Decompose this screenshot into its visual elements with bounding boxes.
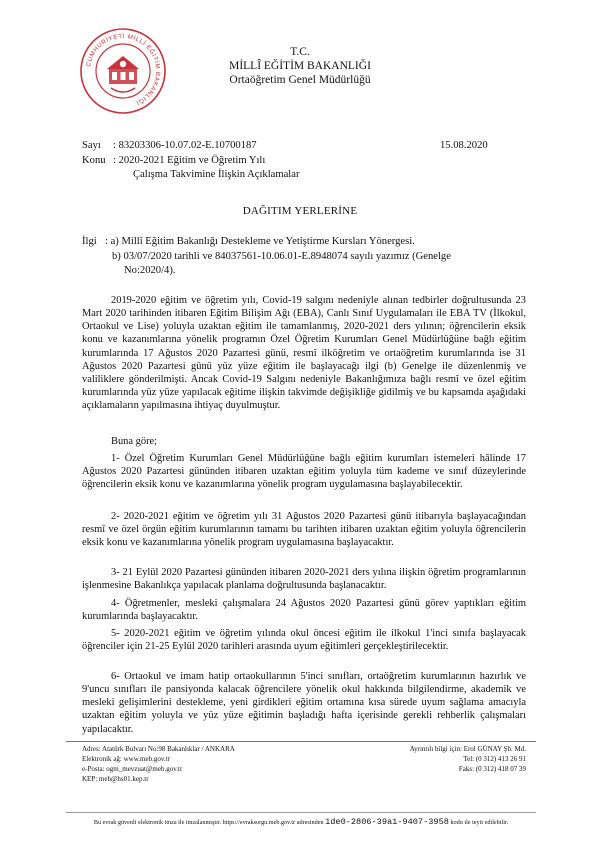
- verify-divider: [66, 812, 536, 813]
- list-item-6: 6- Ortaokul ve imam hatip ortaokullarının 5'inci sınıfları, ortaöğretim kurumlarının hazırlık ve 9'uncu sınıfları ile pansiyonda kalacak öğrencilere yönelik okul hakkında bilgilendirme, akademik ve mesleki gelişimlerini destekleme, yeni girdikleri eğitim ortamına kısa sürede uyum sağlama amacıyla uzaktan eğitim yoluyla ve yüz yüze eğitimin başladığı hafta içerisinde gerekli rehberlik çalışmaları yapılacaktır.: [82, 671, 526, 735]
- footer-email: e-Posta: ogm_mevzuat@meb.gov.tr: [82, 765, 183, 773]
- footer-tel: Tel: (0 312) 413 26 91: [463, 755, 526, 763]
- verification-note: [66, 817, 536, 827]
- footer-web: Elektronik ağ: www.meb.gov.tr: [82, 755, 170, 763]
- header-ministry: MİLLÎ EĞİTİM BAKANLIĞI: [229, 60, 371, 72]
- verify-code: 1de0-2806-39a1-9407-3958: [325, 817, 449, 827]
- list-item-1: 1- Özel Öğretim Kurumları Genel Müdürlüğüne bağlı eğitim kurumları istemeleri hâlinde 17 Ağustos 2020 Pazartesi gününden itibaren uzaktan eğitim yoluyla tüm kademe ve sınıf düzeylerinde öğrencilerin eksik konu ve kazanımlarına yönelik program uygulamasına başlayabilecektir.: [82, 453, 526, 491]
- ilgi-b-line-2: No:2020/4).: [124, 265, 176, 276]
- footer-kep: KEP: meb@hs01.kep.tr: [82, 775, 149, 783]
- document-date: 15.08.2020: [440, 140, 488, 151]
- header-tc: T.C.: [290, 46, 310, 58]
- konu-label: Konu: [82, 155, 106, 166]
- ilgi-a: : a) Millî Eğitim Bakanlığı Destekleme ve Yetiştirme Kursları Yönergesi.: [105, 236, 415, 247]
- footer-address: Adres: Atatürk Bulvarı No:98 Bakanlıklar / ANKARA: [82, 745, 235, 753]
- distribution-title: DAĞITIM YERLERİNE: [242, 205, 358, 217]
- verify-suffix: kodu ile teyit edilebilir.: [450, 819, 509, 826]
- sayi-label: Sayı: [82, 140, 101, 151]
- ilgi-label: İlgi: [82, 236, 97, 247]
- body-paragraph-intro: 2019-2020 eğitim ve öğretim yılı, Covid-19 salgını nedeniyle alınan tedbirler doğrultusunda 23 Mart 2020 tarihinden itibaren Eğitim Bilişim Ağı (EBA), Canlı Sınıf Uygulamaları ile EBA TV (İlkokul, Ortaokul ve Lise) yoluyla uzaktan eğitim ile tamamlanmış, 2020-2021 ders yılının; öğrencilerin eksik konu ve kazanımlarına yönelik programın Özel Öğretim Kurumları Genel Müdürlüğüne bağlı eğitim kurumlarında 17 Ağustos 2020 Pazartesi günü, resmî ilköğretim ve ortaöğretim kurumlarında ise 31 Ağustos 2020 Pazartesi günü yüz yüze eğitim ile başlayacağı ilgi (b) Genelge ile düzenlenmiş ve valiliklere gönderilmişti. Ancak Covid-19 Salgını nedeniyle Bakanlığımıza bağlı resmî ve özel eğitim kurumlarında yüz yüze yapılacak eğitime ilişkin takvimde değişikliğe gidilmiş ve bu kapsamda aşağıdaki açıklamaların yapılmasına ihtiyaç duyulmuştur.: [82, 295, 526, 412]
- footer-contact: Ayrıntılı bilgi için: Erol GÜNAY Şb. Md.: [409, 745, 526, 753]
- verify-prefix: Bu evrak güvenli elektronik imza ile imzalanmıştır. https://evraksorgu.meb.gov.tr adresinden: [93, 819, 324, 826]
- header-directorate: Ortaöğretim Genel Müdürlüğü: [229, 74, 371, 86]
- list-item-2: 2- 2020-2021 eğitim ve öğretim yılı 31 Ağustos 2020 Pazartesi günü itibarıyla başlayacağından resmî ve özel örgün eğitim kurumlarının tamamı bu tarihten itibaren uzaktan eğitim yoluyla öğrencilerin eksik konu ve kazanımlarına yönelik program uygulamasına başlayacaktır.: [82, 511, 526, 549]
- konu-line-2: Çalışma Takvimine İlişkin Açıklamalar: [133, 169, 300, 180]
- svg-text:CUMHURİYETİ MİLLÎ EĞİTİM BAKAN: CUMHURİYETİ MİLLÎ EĞİTİM BAKANLIĞI: [85, 32, 162, 107]
- list-item-5: 5- 2020-2021 eğitim ve öğretim yılında okul öncesi eğitim ile ilkokul 1'inci sınıfa başlayacak öğrenciler için 21-25 Eylül 2020 tarihleri arasında uyum eğitimleri gerçekleştirilecektir.: [82, 628, 526, 653]
- ilgi-b-line-1: b) 03/07/2020 tarihli ve 84037561-10.06.01-E.8948074 sayılı yazımız (Genelge: [112, 251, 451, 262]
- footer-fax: Faks: (0 312) 418 07 39: [458, 765, 526, 773]
- body-paragraph-buna-gore: Buna göre;: [111, 436, 158, 447]
- footer-divider: [66, 741, 536, 742]
- list-item-3: 3- 21 Eylül 2020 Pazartesi gününden itibaren 2020-2021 ders yılına ilişkin öğretim programlarının işlenmesine Bakanlıkça yapılacak planlama doğrultusunda başlanacaktır.: [82, 567, 526, 592]
- konu-line-1: : 2020-2021 Eğitim ve Öğretim Yılı: [113, 155, 266, 166]
- meb-seal-icon: [78, 26, 168, 116]
- sayi-value: : 83203306-10.07.02-E.10700187: [113, 140, 257, 151]
- list-item-4: 4- Öğretmenler, mesleki çalışmalara 24 Ağustos 2020 Pazartesi günü görev yaptıkları eğitim kurumlarında başlayacaktır.: [82, 598, 526, 623]
